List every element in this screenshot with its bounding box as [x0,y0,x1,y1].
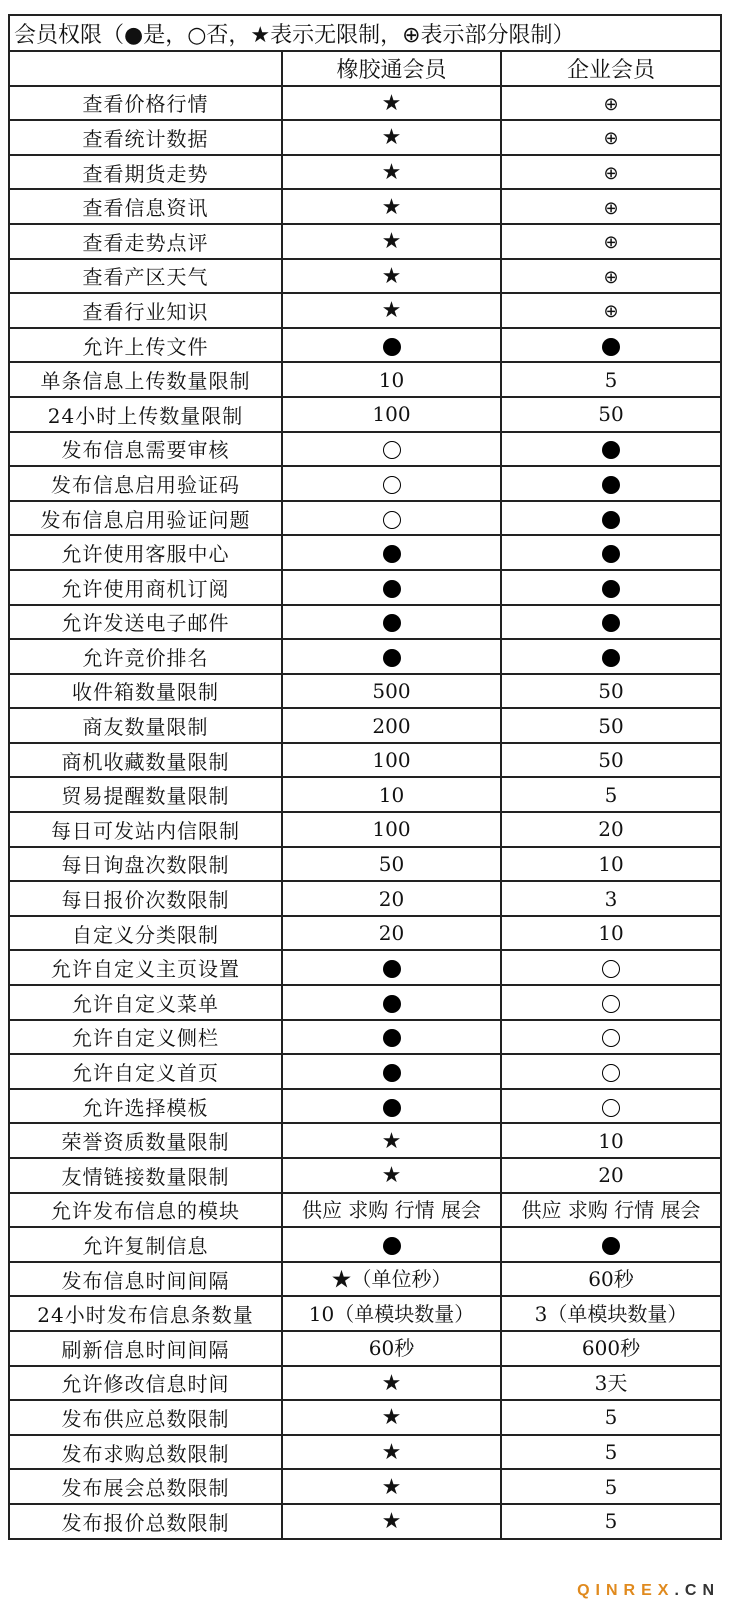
enterprise-member-value [501,224,721,259]
table-row [9,155,721,190]
yes-icon [602,476,620,494]
feature-cell: 商机收藏数量限制 [9,743,282,778]
value-text: 10 [598,851,624,876]
enterprise-member-value [501,1227,721,1262]
enterprise-member-value [501,1296,721,1331]
yes-icon [383,1029,401,1047]
value-text: 5 [604,1405,618,1430]
rubber-member-value [282,189,501,224]
yes-icon [602,511,620,529]
feature-cell: 查看价格行情 [9,86,282,121]
table-row [9,501,721,536]
rubber-member-value [282,1158,501,1193]
unlimited-icon: ★ [381,263,402,289]
rubber-member-value [282,847,501,882]
rubber-member-value [282,1469,501,1504]
enterprise-member-value [501,812,721,847]
feature-cell: 友情链接数量限制 [9,1158,282,1193]
value-text: 5 [604,1474,618,1499]
enterprise-member-value [501,293,721,328]
enterprise-member-value [501,1158,721,1193]
partial-limit-icon: ⊕ [603,301,619,323]
enterprise-member-value [501,777,721,812]
value-text: 10 [598,921,624,946]
rubber-member-value [282,1227,501,1262]
feature-cell: 查看产区天气 [9,259,282,294]
enterprise-member-value [501,605,721,640]
value-text: 500 [372,678,411,703]
enterprise-member-value [501,1020,721,1055]
value-text: 5 [604,1509,618,1534]
feature-cell: 刷新信息时间间隔 [9,1331,282,1366]
value-text: 600秒 [581,1336,641,1361]
table-row [9,847,721,882]
unlimited-icon: ★ [381,125,402,151]
yes-icon [383,649,401,667]
value-text: 5 [604,782,618,807]
table-row [9,1331,721,1366]
value-text: 20 [598,1163,624,1188]
value-text: 20 [378,886,405,911]
yes-icon [602,338,620,356]
rubber-member-value [282,1020,501,1055]
header-enterprise-member: 企业会员 [501,51,721,86]
table-title: 会员权限（●是，○否，★表示无限制，⊕表示部分限制） [9,15,721,51]
enterprise-member-value [501,1469,721,1504]
partial-limit-icon: ⊕ [603,266,619,288]
yes-icon [602,441,620,459]
rubber-member-value [282,674,501,709]
rubber-member-value [282,224,501,259]
partial-limit-icon: ⊕ [603,197,619,219]
feature-cell: 24小时上传数量限制 [9,397,282,432]
value-text: 100 [372,402,411,427]
value-text: 5 [604,1440,618,1465]
rubber-member-value [282,985,501,1020]
feature-cell: 发布信息时间间隔 [9,1262,282,1297]
table-row [9,985,721,1020]
feature-cell: 允许发布信息的模块 [9,1193,282,1228]
unlimited-icon: ★ [381,298,402,324]
enterprise-member-value [501,155,721,190]
value-text: 10（单模块数量） [308,1301,475,1326]
feature-cell: 24小时发布信息条数量 [9,1296,282,1331]
unlimited-icon: ★ [381,1370,402,1396]
partial-limit-icon: ⊕ [603,93,619,115]
rubber-member-value [282,1435,501,1470]
enterprise-member-value [501,1366,721,1401]
value-text: 50 [598,713,624,738]
value-text: 5 [604,367,618,392]
membership-permissions-table [8,14,722,1540]
enterprise-member-value [501,362,721,397]
table-row [9,1020,721,1055]
rubber-member-value [282,916,501,951]
feature-cell: 商友数量限制 [9,708,282,743]
feature-cell: 允许自定义主页设置 [9,950,282,985]
unlimited-icon: ★ [381,229,402,255]
table-row [9,535,721,570]
feature-cell: 查看期货走势 [9,155,282,190]
unlimited-icon: ★ [381,1509,402,1535]
no-icon [602,1099,620,1117]
value-text: 3天 [594,1370,628,1395]
table-row [9,1262,721,1297]
partial-limit-icon: ⊕ [603,163,619,185]
table-row [9,86,721,121]
enterprise-member-value [501,397,721,432]
feature-cell: 允许自定义侧栏 [9,1020,282,1055]
table-row [9,259,721,294]
rubber-member-value [282,1366,501,1401]
feature-cell: 允许自定义首页 [9,1054,282,1089]
value-text: 50 [598,678,624,703]
enterprise-member-value [501,950,721,985]
rubber-member-value [282,1331,501,1366]
unlimited-icon: ★ [381,1163,402,1189]
yes-icon [602,1237,620,1255]
feature-cell: 发布报价总数限制 [9,1504,282,1539]
unlimited-icon: ★ [381,1405,402,1431]
value-text: 10 [378,782,405,807]
yes-icon [383,1237,401,1255]
feature-cell: 查看走势点评 [9,224,282,259]
rubber-member-value [282,293,501,328]
table-row [9,1504,721,1539]
value-text: 200 [372,713,411,738]
table-row [9,570,721,605]
feature-cell: 自定义分类限制 [9,916,282,951]
enterprise-member-value [501,1331,721,1366]
value-text: 10 [598,1128,624,1153]
watermark-suffix: .CN [674,1582,720,1599]
yes-icon [383,338,401,356]
value-text: 3（单模块数量） [534,1301,688,1326]
rubber-member-value [282,1089,501,1124]
enterprise-member-value [501,570,721,605]
rubber-member-value [282,328,501,363]
feature-cell: 发布展会总数限制 [9,1469,282,1504]
partial-limit-icon: ⊕ [603,232,619,254]
feature-cell: 允许发送电子邮件 [9,605,282,640]
table-row [9,293,721,328]
feature-cell: 发布信息需要审核 [9,432,282,467]
yes-icon [383,580,401,598]
header-feature [9,51,282,86]
table-row [9,1366,721,1401]
feature-cell: 允许竞价排名 [9,639,282,674]
no-icon [602,1029,620,1047]
table-row [9,605,721,640]
value-text: ★（单位秒） [331,1267,452,1292]
value-text: 100 [372,748,411,773]
rubber-member-value [282,639,501,674]
feature-cell: 允许修改信息时间 [9,1366,282,1401]
enterprise-member-value [501,743,721,778]
rubber-member-value [282,708,501,743]
feature-cell: 允许上传文件 [9,328,282,363]
table-row [9,224,721,259]
enterprise-member-value [501,1504,721,1539]
feature-cell: 发布供应总数限制 [9,1400,282,1435]
enterprise-member-value [501,189,721,224]
rubber-member-value [282,259,501,294]
table-row [9,1089,721,1124]
no-icon [383,441,401,459]
enterprise-member-value [501,847,721,882]
feature-cell: 每日询盘次数限制 [9,847,282,882]
value-text: 50 [598,748,624,773]
enterprise-member-value [501,674,721,709]
no-icon [602,995,620,1013]
table-row [9,777,721,812]
rubber-member-value [282,362,501,397]
rubber-member-value [282,777,501,812]
table-row [9,1469,721,1504]
enterprise-member-value [501,881,721,916]
enterprise-member-value [501,466,721,501]
rubber-member-value [282,743,501,778]
feature-cell: 发布信息启用验证问题 [9,501,282,536]
yes-icon [383,995,401,1013]
rubber-member-value [282,86,501,121]
title-row [9,15,721,51]
feature-cell: 每日报价次数限制 [9,881,282,916]
table-row [9,639,721,674]
rubber-member-value [282,501,501,536]
enterprise-member-value [501,708,721,743]
feature-cell: 荣誉资质数量限制 [9,1123,282,1158]
feature-cell: 允许自定义菜单 [9,985,282,1020]
feature-cell: 允许选择模板 [9,1089,282,1124]
table-row [9,397,721,432]
table-row [9,743,721,778]
unlimited-icon: ★ [381,1128,402,1154]
rubber-member-value [282,155,501,190]
table-row [9,362,721,397]
enterprise-member-value [501,1089,721,1124]
unlimited-icon: ★ [381,90,402,116]
enterprise-member-value [501,501,721,536]
header-rubber-member: 橡胶通会员 [282,51,501,86]
table-row [9,432,721,467]
no-icon [383,476,401,494]
rubber-member-value [282,570,501,605]
rubber-member-value [282,812,501,847]
value-text: 100 [372,817,411,842]
feature-cell: 发布求购总数限制 [9,1435,282,1470]
enterprise-member-value [501,1262,721,1297]
feature-cell: 查看行业知识 [9,293,282,328]
feature-cell: 允许使用商机订阅 [9,570,282,605]
rubber-member-value [282,950,501,985]
enterprise-member-value [501,1400,721,1435]
value-text: 20 [378,921,405,946]
feature-cell: 发布信息启用验证码 [9,466,282,501]
rubber-member-value [282,881,501,916]
unlimited-icon: ★ [381,160,402,186]
table-row [9,1400,721,1435]
rubber-member-value [282,535,501,570]
table-row [9,466,721,501]
table-row [9,1227,721,1262]
enterprise-member-value [501,639,721,674]
enterprise-member-value [501,1054,721,1089]
table-row [9,120,721,155]
value-text: 10 [378,367,405,392]
header-row [9,51,721,86]
table-row [9,328,721,363]
rubber-member-value [282,432,501,467]
table-row [9,708,721,743]
no-icon [602,960,620,978]
feature-cell: 每日可发站内信限制 [9,812,282,847]
value-text: 20 [598,817,624,842]
feature-cell: 允许使用客服中心 [9,535,282,570]
enterprise-member-value [501,328,721,363]
table-row [9,1123,721,1158]
enterprise-member-value [501,1435,721,1470]
feature-cell: 查看信息资讯 [9,189,282,224]
table-row [9,189,721,224]
feature-cell: 单条信息上传数量限制 [9,362,282,397]
table-row [9,1296,721,1331]
feature-cell: 查看统计数据 [9,120,282,155]
enterprise-member-value [501,432,721,467]
rubber-member-value [282,1193,501,1228]
value-text: 供应 求购 行情 展会 [301,1197,482,1222]
yes-icon [602,545,620,563]
table-row [9,1435,721,1470]
value-text: 60秒 [368,1336,415,1361]
rubber-member-value [282,1504,501,1539]
table-row [9,1054,721,1089]
yes-icon [602,614,620,632]
unlimited-icon: ★ [381,1474,402,1500]
enterprise-member-value [501,985,721,1020]
yes-icon [602,580,620,598]
feature-cell: 贸易提醒数量限制 [9,777,282,812]
site-watermark [577,1582,720,1600]
enterprise-member-value [501,535,721,570]
enterprise-member-value [501,86,721,121]
table-row [9,674,721,709]
yes-icon [383,545,401,563]
rubber-member-value [282,466,501,501]
table-row [9,812,721,847]
enterprise-member-value [501,1193,721,1228]
enterprise-member-value [501,916,721,951]
yes-icon [602,649,620,667]
enterprise-member-value [501,259,721,294]
yes-icon [383,614,401,632]
rubber-member-value [282,397,501,432]
value-text: 50 [598,402,624,427]
table-row [9,950,721,985]
value-text: 供应 求购 行情 展会 [521,1197,701,1222]
value-text: 3 [604,886,618,911]
rubber-member-value [282,1054,501,1089]
table-row [9,881,721,916]
rubber-member-value [282,605,501,640]
feature-cell: 收件箱数量限制 [9,674,282,709]
value-text: 60秒 [588,1267,634,1292]
feature-cell: 允许复制信息 [9,1227,282,1262]
table-row [9,1158,721,1193]
enterprise-member-value [501,120,721,155]
permissions-sheet [8,14,720,1540]
value-text: 50 [378,851,405,876]
partial-limit-icon: ⊕ [603,128,619,150]
table-row [9,1193,721,1228]
rubber-member-value [282,120,501,155]
yes-icon [383,1099,401,1117]
no-icon [602,1064,620,1082]
watermark-text: QINREX [577,1582,675,1599]
table-row [9,916,721,951]
rubber-member-value [282,1400,501,1435]
enterprise-member-value [501,1123,721,1158]
rubber-member-value [282,1123,501,1158]
yes-icon [383,1064,401,1082]
unlimited-icon: ★ [381,1440,402,1466]
no-icon [383,511,401,529]
yes-icon [383,960,401,978]
unlimited-icon: ★ [381,194,402,220]
rubber-member-value [282,1262,501,1297]
rubber-member-value [282,1296,501,1331]
